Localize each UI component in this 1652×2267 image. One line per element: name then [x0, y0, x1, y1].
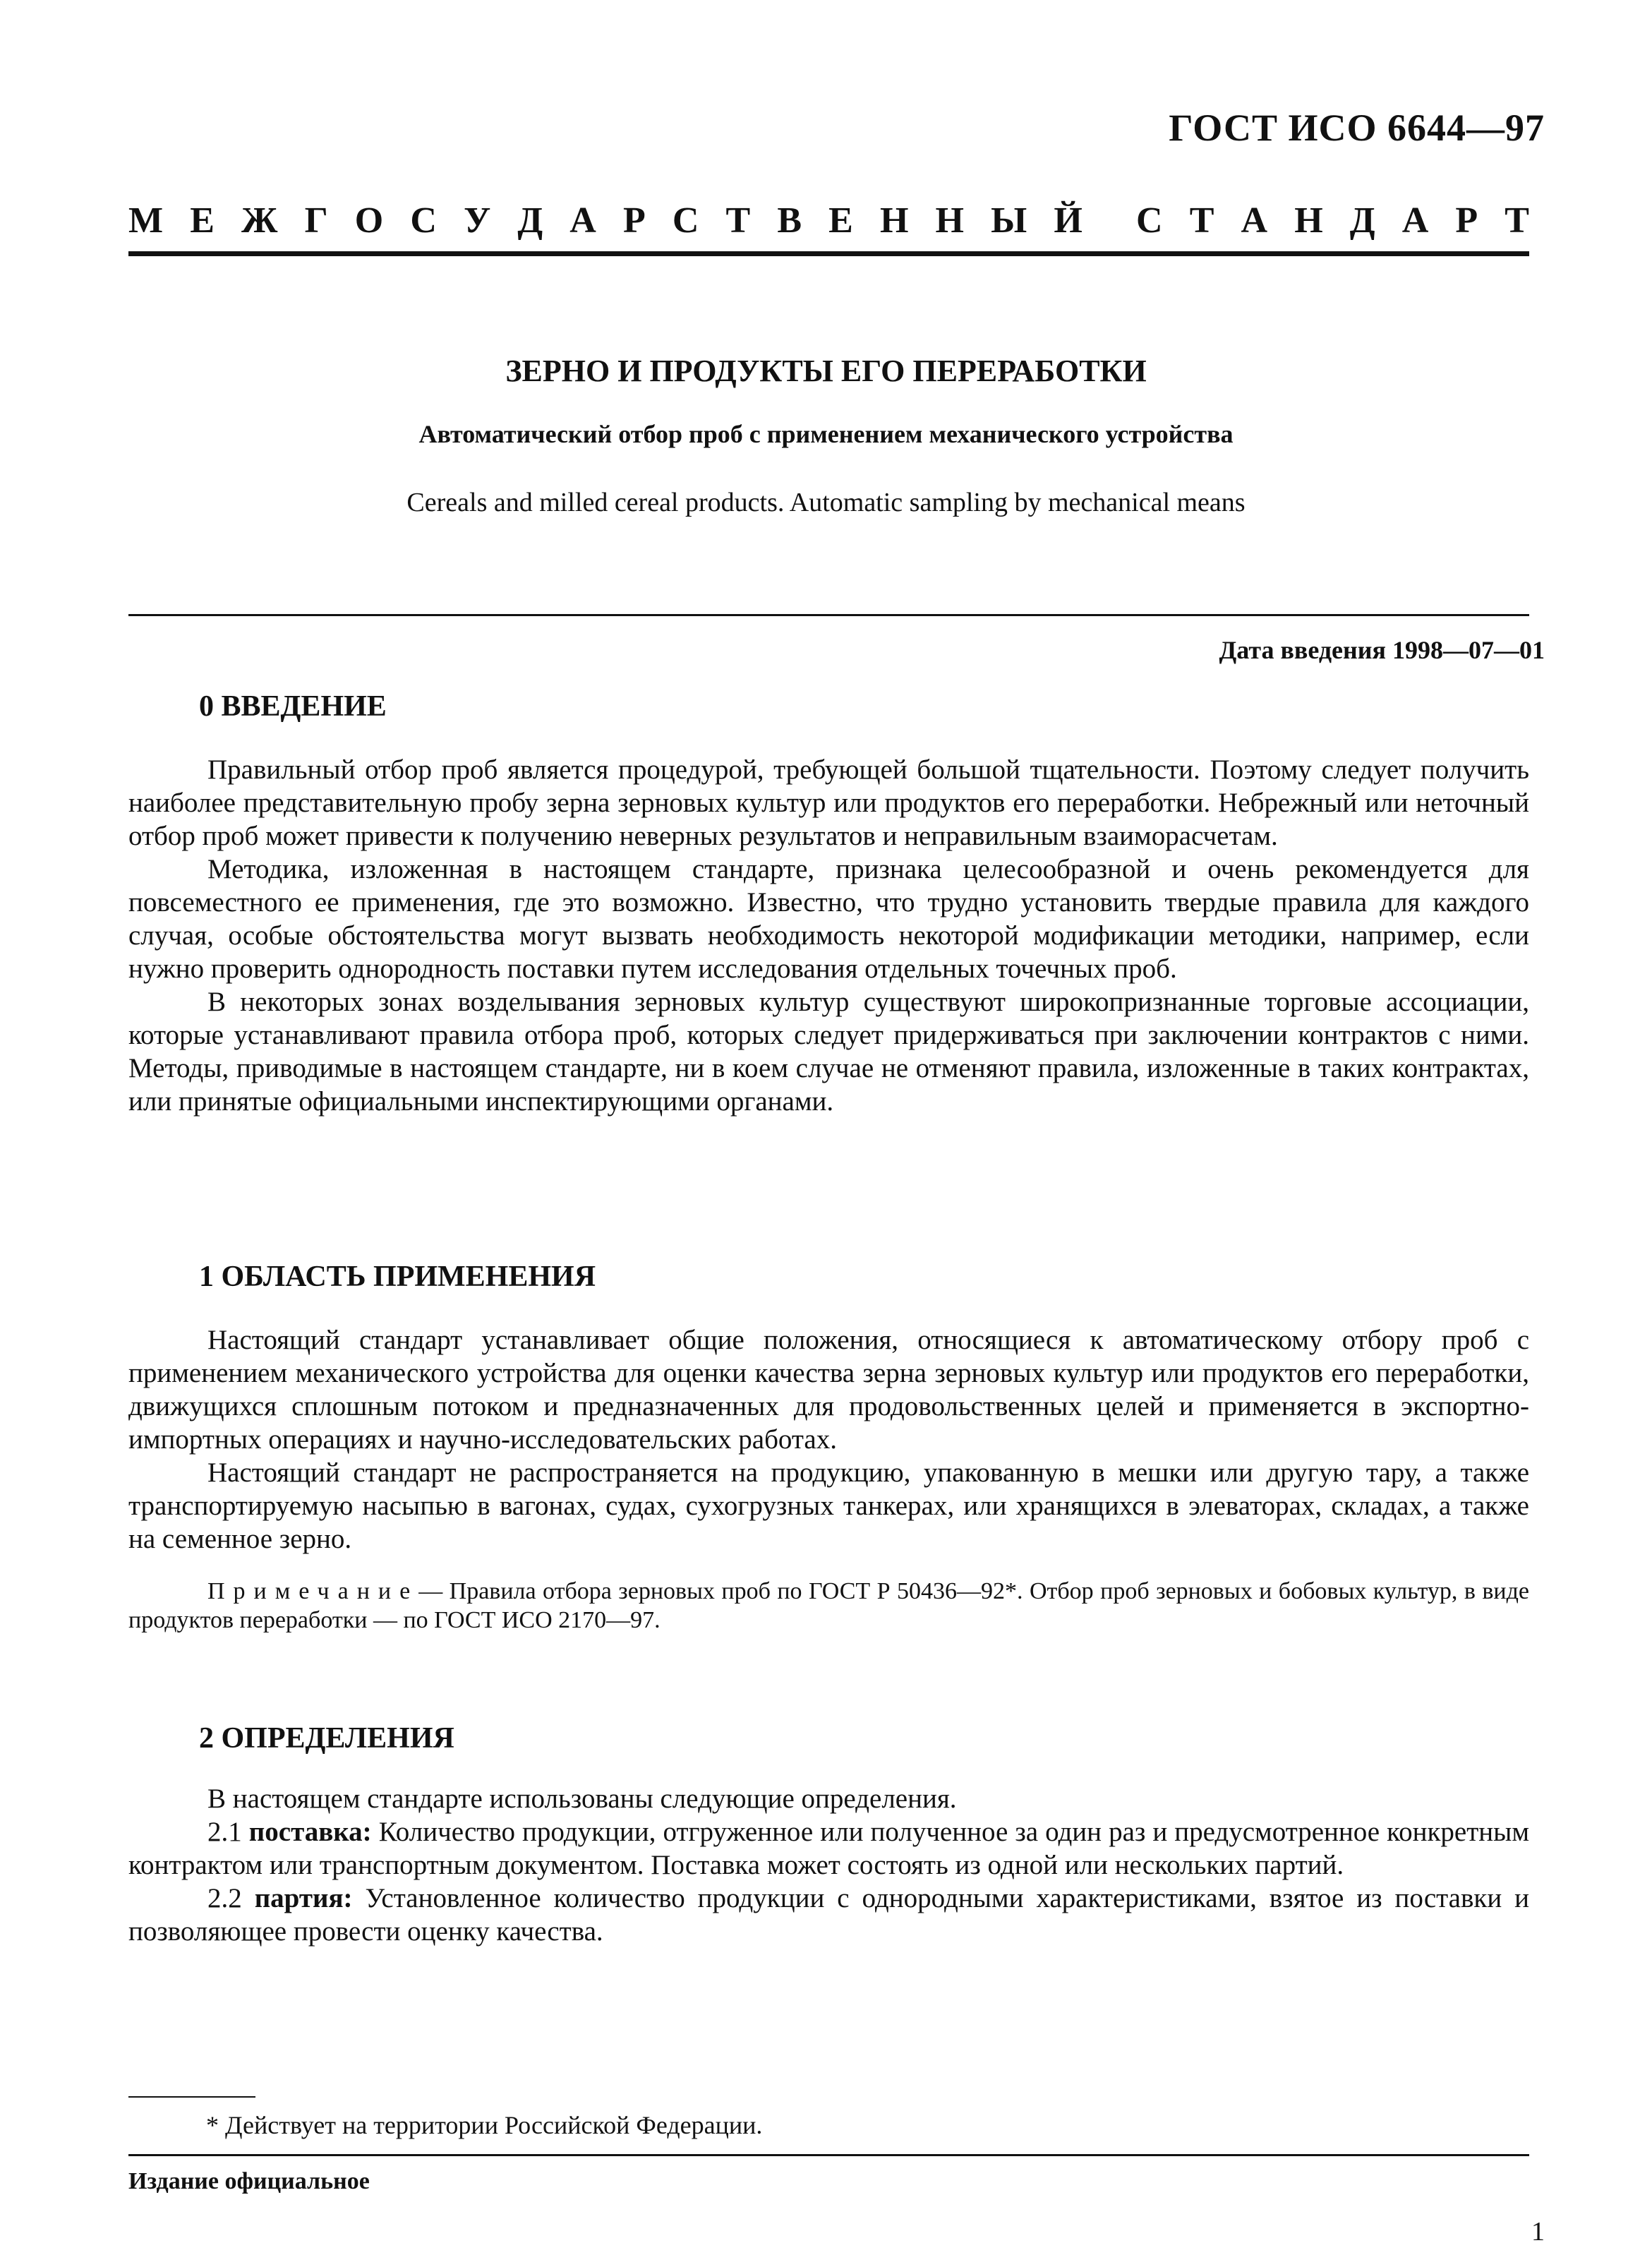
letter: Р	[622, 200, 646, 241]
footnote: * Действует на территории Российской Федерации.	[206, 2111, 763, 2139]
letter: В	[777, 200, 802, 241]
letter: А	[569, 200, 596, 241]
letter: Р	[1455, 200, 1478, 241]
definition	[128, 1815, 1529, 1882]
letter: Н	[879, 200, 909, 241]
letter: А	[1241, 200, 1268, 241]
definition	[128, 1882, 1529, 1948]
paragraph: Настоящий стандарт устанавливает общие положения, относящиеся к автоматическому отбору проб с применением механического устройства для оценки качества зерна зерновых культур или продуктов его переработки, движущихся сплошным потоком и предназначенных для продовольственных целей и применяется в экспортно-импортных операциях и научно-исследовательских работах.	[128, 1325, 1529, 1455]
note-label: Примечание	[207, 1578, 419, 1604]
section-definitions	[128, 1722, 1529, 1948]
definition-term: поставка:	[248, 1817, 372, 1847]
letter: Д	[1349, 200, 1375, 241]
letter: Д	[517, 200, 543, 241]
header-rule	[128, 251, 1529, 256]
letter: С	[410, 200, 437, 241]
section-heading: 1 ОБЛАСТЬ ПРИМЕНЕНИЯ	[199, 1261, 596, 1293]
letter: Т	[1189, 200, 1214, 241]
letter: Е	[190, 200, 215, 241]
title-rule	[128, 614, 1529, 616]
footnote-separator	[128, 2096, 255, 2098]
letter: М	[128, 200, 164, 241]
paragraph: Правильный отбор проб является процедурой, требующей большой тщательности. Поэтому следует получить наиболее представительную пробу зерна зерновых культур или продуктов его переработки. Небрежный или неточный отбор проб может привести к получению неверных результатов и неправильным взаиморасчетам.	[128, 754, 1529, 851]
letter: О	[354, 200, 384, 241]
section-scope	[128, 1261, 1529, 1635]
letter: Н	[935, 200, 964, 241]
definition-term: партия:	[254, 1883, 353, 1913]
footer-rule	[128, 2154, 1529, 2156]
letter: С	[672, 200, 699, 241]
letter: Т	[1505, 200, 1529, 241]
page-number: 1	[1531, 2217, 1545, 2247]
document-title: ЗЕРНО И ПРОДУКТЫ ЕГО ПЕРЕРАБОТКИ	[505, 354, 1147, 388]
document-subtitle: Автоматический отбор проб с применением механического устройства	[418, 420, 1234, 448]
letter: Н	[1294, 200, 1323, 241]
interstate-standard-heading	[128, 200, 1529, 241]
letter: Ы	[991, 200, 1027, 241]
paragraph: В настоящем стандарте использованы следующие определения.	[207, 1784, 957, 1814]
english-title: Cereals and milled cereal products. Automatic sampling by mechanical means	[406, 488, 1246, 517]
letter: А	[1401, 200, 1429, 241]
letter: Г	[304, 200, 328, 241]
note	[128, 1577, 1529, 1635]
paragraph: В некоторых зонах возделывания зерновых культур существуют широкопризнанные торговые ассоциации, которые устанавливают правила отбора проб, которых следует придерживаться при заключении контрактов с ними. Методы, приводимые в настоящем стандарте, ни в коем случае не отменяют правила, изложенные в таких контрактах, или принятые официальными инспектирующими органами.	[128, 987, 1529, 1117]
paragraph: Настоящий стандарт не распространяется на продукцию, упакованную в мешки или другую тару, а также транспортируемую насыпью в вагонах, судах, сухогрузных танкерах, или хранящихся в элеваторах, складах, а также на семенное зерно.	[128, 1457, 1529, 1554]
letter: Т	[725, 200, 751, 241]
section-heading: 0 ВВЕДЕНИЕ	[199, 690, 387, 723]
letter: Ж	[241, 200, 278, 241]
standard-code: ГОСТ ИСО 6644—97	[1169, 107, 1545, 149]
definition-text: Количество продукции, отгруженное или полученное за один раз и предусмотренное конкретным контрактом или транспортным документом. Поставка может состоять из одной или нескольких партий.	[128, 1817, 1530, 1880]
section-heading: 2 ОПРЕДЕЛЕНИЯ	[199, 1722, 454, 1755]
definition-number: 2.2	[207, 1883, 242, 1913]
letter: Й	[1054, 200, 1083, 241]
definition-number: 2.1	[207, 1817, 242, 1847]
paragraph: Методика, изложенная в настоящем стандарте, признака целесообразной и очень рекомендуется для повсеместного ее применения, где это возможно. Известно, что трудно установить твердые правила для каждого случая, особые обстоятельства могут вызвать необходимость некоторой модификации методики, например, если нужно проверить однородность поставки путем исследования отдельных точечных проб.	[128, 854, 1529, 984]
section-intro	[128, 690, 1529, 1118]
letter: У	[464, 200, 491, 241]
official-edition-label: Издание официальное	[128, 2168, 370, 2194]
introduction-date: Дата введения 1998—07—01	[1219, 636, 1545, 664]
note-text: — Правила отбора зерновых проб по ГОСТ Р 50436—92*. Отбор проб зерновых и бобовых культур, в виде продуктов переработки — по ГОСТ ИСО 2170—97.	[128, 1578, 1529, 1633]
letter: С	[1136, 200, 1163, 241]
letter: Е	[828, 200, 853, 241]
definition-text: Установленное количество продукции с однородными характеристиками, взятое из поставки и позволяющее провести оценку качества.	[128, 1883, 1529, 1947]
